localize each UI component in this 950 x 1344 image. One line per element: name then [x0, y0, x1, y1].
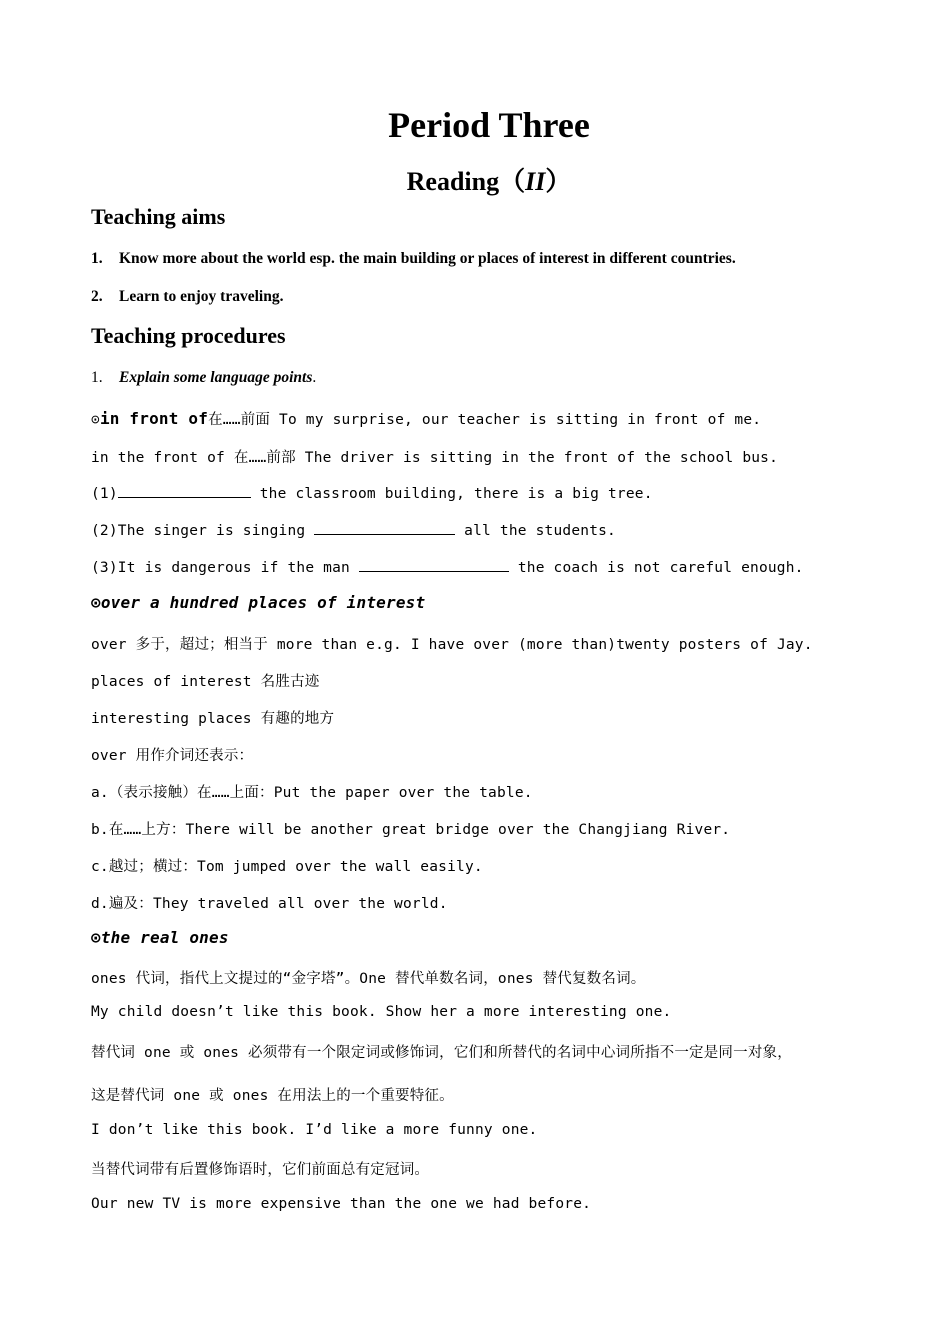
- page-subtitle: [0, 161, 950, 198]
- subtitle-suffix: ）: [545, 167, 572, 196]
- text-line: 替代词 one 或 ones 必须带有一个限定词或修饰词，它们和所替代的名词中心词所指不一定是同一对象，: [91, 1045, 792, 1061]
- aim-item: [91, 250, 736, 268]
- text-line: over 多于，超过；相当于 more than e.g. I have over (more than)twenty posters of Jay.: [91, 637, 813, 653]
- teaching-aims-heading: Teaching aims: [91, 204, 226, 229]
- text-line: My child doesn’t like this book. Show her a more interesting one.: [91, 1004, 672, 1020]
- text-line: 这是替代词 one 或 ones 在用法上的一个重要特征。: [91, 1088, 454, 1104]
- answer-blank[interactable]: [314, 520, 455, 535]
- text-line: 当替代词带有后置修饰语时，它们前面总有定冠词。: [91, 1162, 430, 1178]
- aim-text: Learn to enjoy traveling.: [119, 288, 284, 305]
- bullet-icon: ⊙: [91, 412, 100, 428]
- answer-blank[interactable]: [359, 557, 509, 572]
- subtitle-prefix: Reading（: [406, 167, 526, 196]
- point-heading: ⊙over a hundred places of interest: [91, 593, 426, 612]
- text-line: places of interest 名胜古迹: [91, 674, 320, 690]
- text-line: in the front of 在……前部 The driver is sitting in the front of the school bus.: [91, 450, 779, 466]
- step-dot: .: [312, 369, 317, 386]
- exercise-prefix: (1): [91, 486, 118, 502]
- teaching-procedures-heading: Teaching procedures: [91, 323, 286, 348]
- text-line: ones 代词，指代上文提过的“金字塔”。One 替代单数名词，ones 替代复数名词。: [91, 971, 646, 987]
- exercise-line: [91, 483, 653, 502]
- exercise-suffix: the classroom building, there is a big tree.: [250, 486, 653, 502]
- text-line: c.越过；横过：Tom jumped over the wall easily.: [91, 859, 483, 875]
- text-line: over 用作介词还表示：: [91, 748, 254, 764]
- example-sentence: To my surprise, our teacher is sitting in front of me.: [270, 412, 762, 428]
- exercise-prefix: (3)It is dangerous if the man: [91, 560, 359, 576]
- answer-blank[interactable]: [118, 483, 251, 498]
- text-line: Our new TV is more expensive than the one we had before.: [91, 1196, 592, 1212]
- text-line: interesting places 有趣的地方: [91, 711, 335, 727]
- point-heading: ⊙the real ones: [91, 928, 229, 947]
- phrase-meaning: 在……前面: [208, 412, 271, 428]
- text-line: b.在……上方：There will be another great bridge over the Changjiang River.: [91, 822, 731, 838]
- exercise-suffix: the coach is not careful enough.: [508, 560, 804, 576]
- aim-number: 1.: [91, 250, 103, 267]
- subtitle-roman: II: [525, 167, 546, 196]
- exercise-line: [91, 520, 616, 539]
- aim-text: Know more about the world esp. the main building or places of interest in different countries.: [119, 250, 736, 267]
- text-line: a.（表示接触）在……上面：Put the paper over the table.: [91, 785, 533, 801]
- exercise-prefix: (2)The singer is singing: [91, 523, 315, 539]
- text-line: d.遍及：They traveled all over the world.: [91, 896, 448, 912]
- exercise-line: [91, 557, 804, 576]
- step-number: 1.: [91, 369, 103, 386]
- text-line: I don’t like this book. I’d like a more funny one.: [91, 1122, 538, 1138]
- procedure-step: [91, 369, 316, 387]
- step-text: Explain some language points: [119, 369, 313, 386]
- aim-number: 2.: [91, 288, 103, 305]
- exercise-suffix: all the students.: [455, 523, 616, 539]
- phrase: in front of: [99, 409, 209, 428]
- aim-item: [91, 288, 283, 306]
- page-title: Period Three: [388, 105, 590, 145]
- point-in-front-of: [91, 408, 761, 429]
